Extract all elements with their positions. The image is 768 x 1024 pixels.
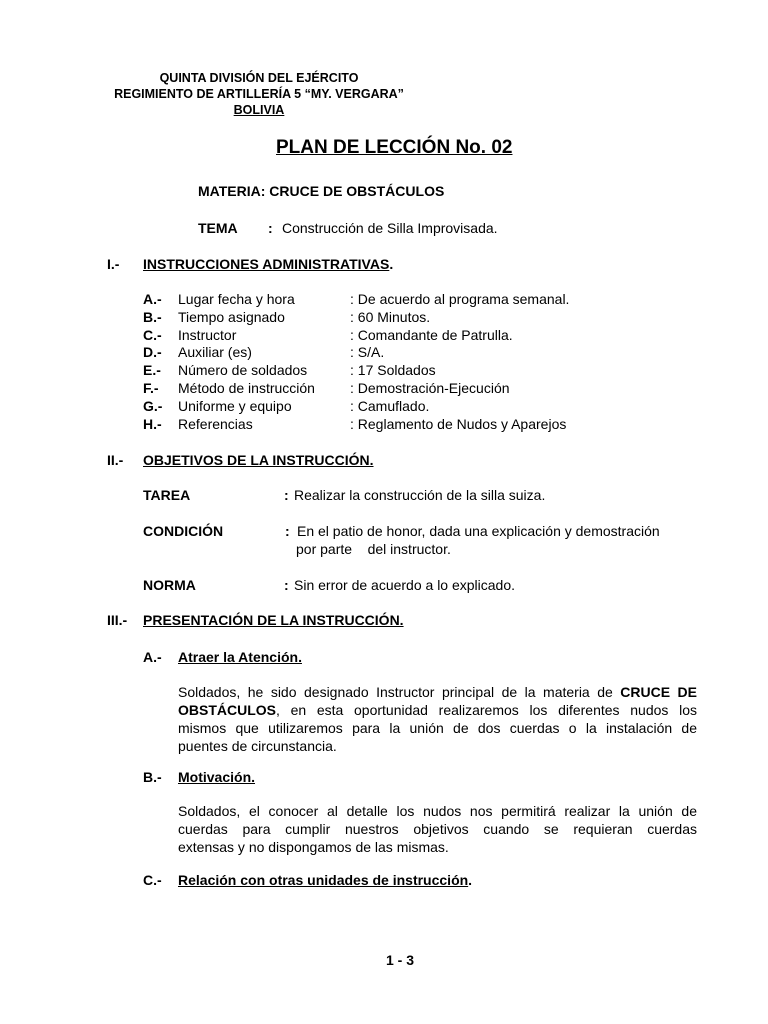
item-value: : 17 Soldados [350,362,436,378]
subsection-c-heading: Relación con otras unidades de instrucción. [178,872,473,888]
page-title: PLAN DE LECCIÓN No. 02 [276,137,513,158]
section-3-number: III.- [107,612,128,628]
materia-line: MATERIA: CRUCE DE OBSTÁCULOS [198,183,445,199]
item-letter: D.- [143,344,162,360]
subsection-c-letter: C.- [143,872,162,888]
item-label: Instructor [178,327,237,343]
item-value: : Comandante de Patrulla. [350,327,513,343]
item-label: Lugar fecha y hora [178,291,295,307]
norma-separator: : [284,577,289,593]
item-letter: B.- [143,309,162,325]
list-item: A.- [143,291,162,307]
subsection-a-paragraph [178,683,697,755]
section-1-heading-dot: . [389,256,394,272]
subsection-a-heading: Atraer la Atención. [178,649,302,665]
header-line-2: REGIMIENTO DE ARTILLERÍA 5 “MY. VERGARA” [114,87,404,101]
item-letter: C.- [143,327,162,343]
item-label: Referencias [178,416,253,432]
item-value: : S/A. [350,344,385,360]
tema-label: TEMA [198,220,238,236]
tarea-value: Realizar la construcción de la silla suiza. [294,487,546,503]
paragraph-line: cuerdas para cumplir nuestros objetivos cuando se requieran cuerdas [178,821,697,837]
subsection-b-paragraph [178,802,697,856]
paragraph-line: puentes de circunstancia. [178,738,337,754]
page-number: 1 - 3 [386,952,415,968]
item-letter: H.- [143,416,162,432]
paragraph-line: OBSTÁCULOS, en esta oportunidad realizaremos los diferentes nudos los [178,702,697,718]
subsection-a-letter: A.- [143,649,162,665]
tema-separator: : [268,220,273,236]
section-1-number: I.- [107,256,120,272]
item-value: : Demostración-Ejecución [350,380,510,396]
section-2-heading: OBJETIVOS DE LA INSTRUCCIÓN. [143,452,374,468]
item-value: : Camuflado. [350,398,430,414]
subsection-b-letter: B.- [143,769,162,785]
tema-value: Construcción de Silla Improvisada. [282,220,498,236]
paragraph-line: Soldados, he sido designado Instructor principal de la materia de CRUCE DE [178,684,698,700]
norma-label: NORMA [143,577,196,593]
header-line-3: BOLIVIA [233,103,285,117]
item-label: Tiempo asignado [178,309,285,325]
condicion-separator: : [285,523,290,539]
section-2-number: II.- [107,452,124,468]
item-label: Método de instrucción [178,380,315,396]
tarea-separator: : [284,487,289,503]
item-label: Número de soldados [178,362,308,378]
paragraph-line: extensas y no dispongamos de las mismas. [178,839,449,855]
tarea-label: TAREA [143,487,191,503]
paragraph-line: mismos que utilizaremos para la unión de dos cuerdas o la instalación de [178,720,697,736]
condicion-label: CONDICIÓN [143,523,224,539]
section-1-heading-text: INSTRUCCIONES ADMINISTRATIVAS [143,256,390,272]
item-letter: E.- [143,362,161,378]
item-value: : 60 Minutos. [350,309,431,325]
paragraph-line: Soldados, el conocer al detalle los nudos nos permitirá realizar la unión de [178,803,697,819]
condicion-line-1: En el patio de honor, dada una explicación y demostración [297,523,660,539]
section-3-heading: PRESENTACIÓN DE LA INSTRUCCIÓN. [143,612,404,628]
item-letter: F.- [143,380,159,396]
condicion-line-2: por parte del instructor. [296,541,451,557]
item-label: Auxiliar (es) [178,344,252,360]
item-value: : Reglamento de Nudos y Aparejos [350,416,567,432]
item-label: Uniforme y equipo [178,398,292,414]
item-value: : De acuerdo al programa semanal. [350,291,570,307]
section-1-heading [143,256,393,272]
norma-value: Sin error de acuerdo a lo explicado. [294,577,516,593]
item-letter: G.- [143,398,163,414]
subsection-b-heading: Motivación. [178,769,256,785]
header-line-1: QUINTA DIVISIÓN DEL EJÉRCITO [159,71,359,85]
